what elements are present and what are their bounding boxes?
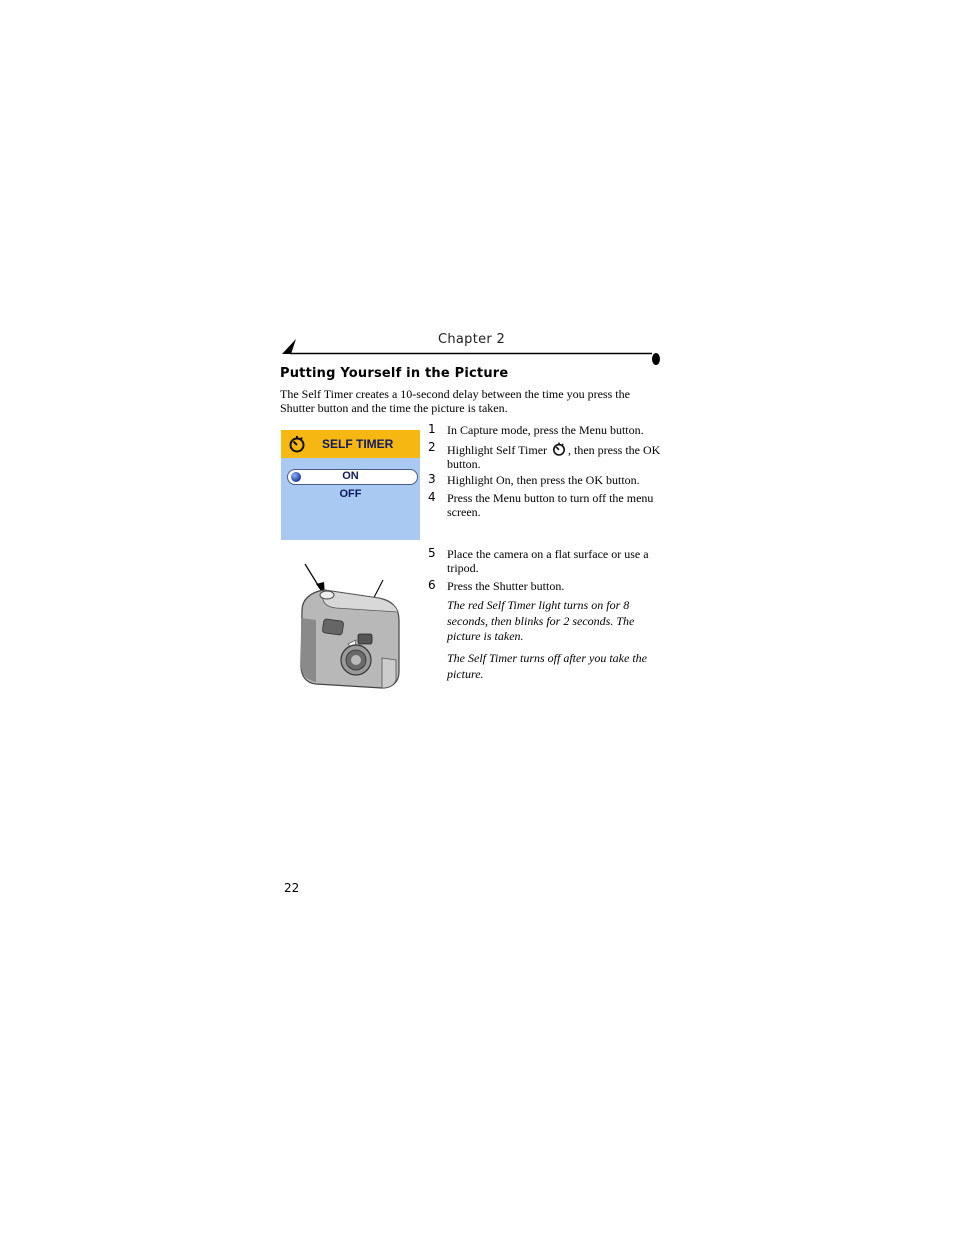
note-self-timer-off: The Self Timer turns off after you take the picture. bbox=[447, 651, 647, 681]
menu-title-bar bbox=[281, 430, 420, 458]
step-text: In Capture mode, press the Menu button. bbox=[447, 423, 644, 437]
page-number: 22 bbox=[284, 881, 300, 895]
step-5 bbox=[428, 547, 662, 577]
section-title: Putting Yourself in the Picture bbox=[280, 366, 509, 381]
step-number: 3 bbox=[428, 472, 436, 486]
step-number: 2 bbox=[428, 440, 436, 454]
step-text: Press the Menu button to turn off the menu screen. bbox=[447, 491, 654, 519]
step-number: 5 bbox=[428, 546, 436, 560]
menu-title: SELF TIMER bbox=[322, 437, 394, 451]
step-text: Highlight Self Timer , then press the OK button. bbox=[447, 443, 661, 471]
self-timer-icon bbox=[287, 434, 307, 454]
step-number: 4 bbox=[428, 490, 436, 504]
header-rule bbox=[282, 335, 662, 367]
step-text: Highlight On, then press the OK button. bbox=[447, 473, 640, 487]
camera-illustration bbox=[296, 548, 406, 690]
self-timer-icon bbox=[551, 441, 567, 457]
step-number: 1 bbox=[428, 422, 436, 436]
menu-option-off: OFF bbox=[339, 488, 362, 500]
chapter-label: Chapter 2 bbox=[438, 332, 506, 347]
step-text: Place the camera on a flat surface or use a tripod. bbox=[447, 547, 649, 575]
step-2 bbox=[428, 441, 662, 471]
self-timer-menu-screen bbox=[281, 430, 420, 540]
step-number: 6 bbox=[428, 578, 436, 592]
menu-option-on: ON bbox=[342, 470, 359, 482]
intro-paragraph: The Self Timer creates a 10-second delay between the time you press the Shutter button and the time the picture is taken. bbox=[280, 387, 630, 415]
step-text: Press the Shutter button. bbox=[447, 579, 565, 593]
note-self-timer-light: The red Self Timer light turns on for 8 seconds, then blinks for 2 seconds. The picture is taken. bbox=[447, 598, 635, 643]
